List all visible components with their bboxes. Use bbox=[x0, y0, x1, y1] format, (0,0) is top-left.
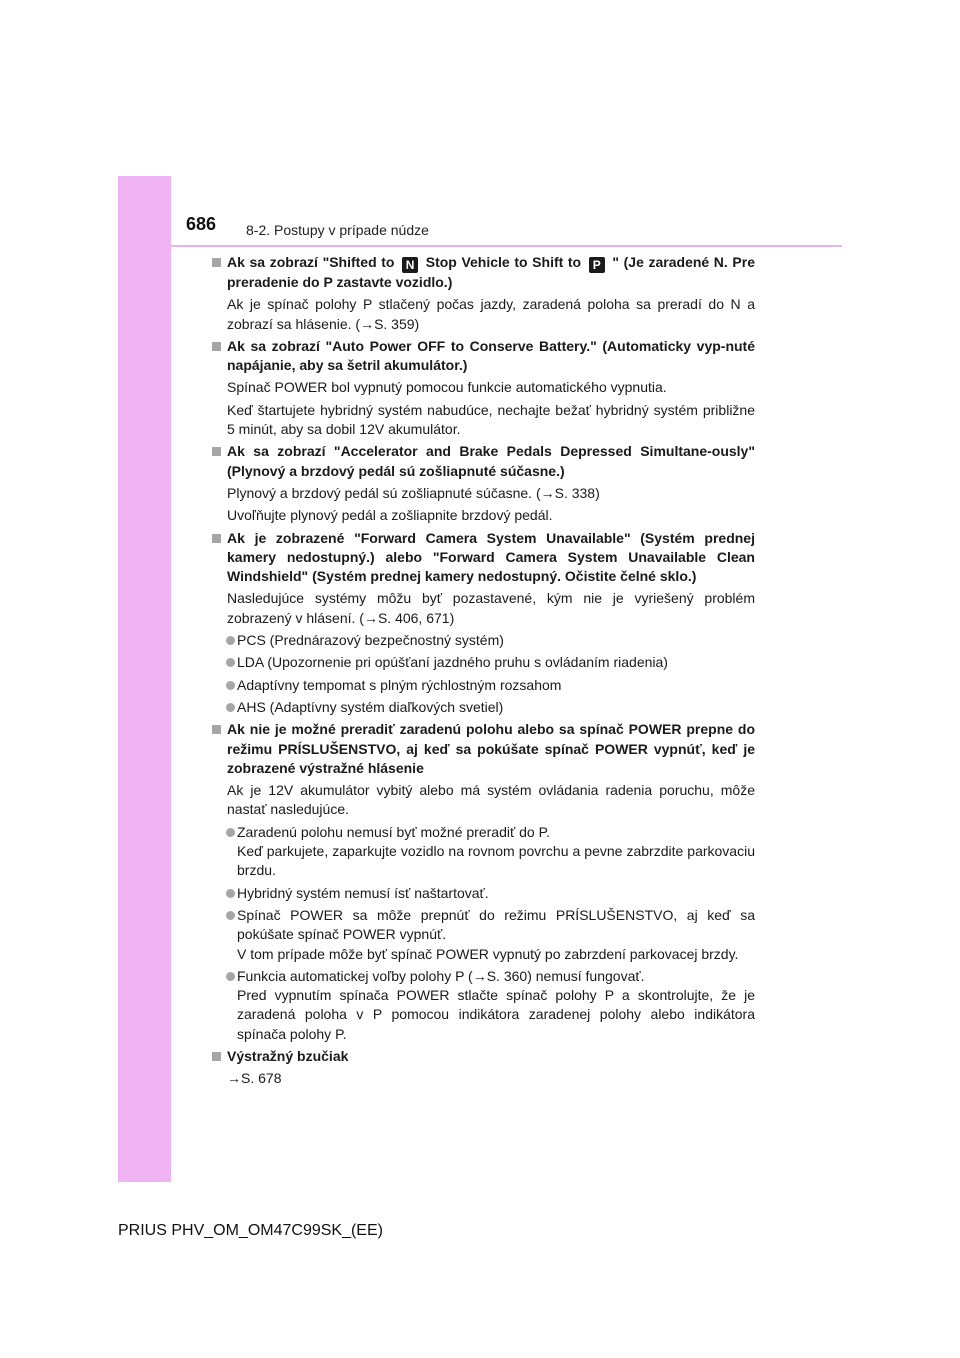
item-text: Nasledujúce systémy môžu byť pozastavené, kým nie je vyriešený problém zobrazený v hlásení. (→S. 406, 671) bbox=[227, 590, 755, 626]
item-text: Keď štartujete hybridný systém nabudúce, nechajte bežať hybridný systém približne 5 minút, aby sa dobil 12V akumulátor. bbox=[227, 401, 755, 438]
round-bullet-icon bbox=[226, 658, 235, 667]
bullet-item: Spínač POWER sa môže prepnúť do režimu PRÍSLUŠENSTVO, aj keď sa pokúšate spínač POWER vypnúť. V tom prípade môže byť spínač POWER vypnutý po zabrzdení parkovacej brzdy. bbox=[210, 906, 755, 964]
square-bullet-icon bbox=[212, 534, 221, 543]
round-bullet-icon bbox=[226, 636, 235, 645]
shift-n-icon: N bbox=[402, 257, 418, 273]
item-text: Ak je 12V akumulátor vybitý alebo má systém ovládania radenia poruchu, môže nastať nasledujúce. bbox=[227, 782, 755, 818]
item-text: Uvoľňujte plynový pedál a zošliapnite brzdový pedál. bbox=[227, 507, 553, 524]
square-bullet-icon bbox=[212, 258, 221, 267]
item-shift-message bbox=[210, 253, 755, 334]
item-heading: Ak sa zobrazí "Accelerator and Brake Pedals Depressed Simultane-ously" (Plynový a brzdový pedál sú zošliapnuté súčasne.) bbox=[210, 442, 755, 481]
round-bullet-icon bbox=[226, 889, 235, 898]
section-title: 8-2. Postupy v prípade núdze bbox=[246, 222, 429, 238]
item-warning-buzzer bbox=[210, 1047, 755, 1089]
bullet-item: Hybridný systém nemusí ísť naštartovať. bbox=[210, 884, 755, 903]
bullet-item: AHS (Adaptívny systém diaľkových svetiel) bbox=[210, 698, 755, 717]
item-text: Spínač POWER bol vypnutý pomocou funkcie automatického vypnutia. bbox=[227, 379, 667, 396]
item-text: Plynový a brzdový pedál sú zošliapnuté súčasne. (→S. 338) bbox=[227, 484, 600, 501]
bullet-item: LDA (Upozornenie pri opúšťaní jazdného pruhu s ovládaním riadenia) bbox=[210, 653, 755, 672]
item-text: Ak je spínač polohy P stlačený počas jazdy, zaradená poloha sa preradí do N a zobrazí sa hlásenie. (→S. 359) bbox=[227, 296, 755, 332]
item-forward-camera bbox=[210, 529, 755, 718]
square-bullet-icon bbox=[212, 725, 221, 734]
shift-p-icon: P bbox=[589, 257, 605, 273]
square-bullet-icon bbox=[212, 447, 221, 456]
item-auto-power-off bbox=[210, 337, 755, 439]
item-shift-failure bbox=[210, 720, 755, 1044]
item-heading: Ak sa zobrazí "Shifted to N Stop Vehicle to Shift to P " (Je zaradené N. Pre preradenie do P zastavte vozidlo.) bbox=[210, 253, 755, 292]
page-number: 686 bbox=[186, 214, 217, 234]
round-bullet-icon bbox=[226, 972, 235, 981]
round-bullet-icon bbox=[226, 911, 235, 920]
item-heading: Ak nie je možné preradiť zaradenú polohu alebo sa spínač POWER prepne do režimu PRÍSLUŠENSTVO, aj keď sa pokúšate spínač POWER vypnúť, keď je zobrazené výstražné hlásenie bbox=[210, 720, 755, 778]
item-heading: Ak je zobrazené "Forward Camera System Unavailable" (Systém prednej kamery nedostupný.) alebo "Forward Camera System Unavailable Clean Windshield" (Systém prednej kamery nedostupný. Očistite čelné sklo.) bbox=[210, 529, 755, 587]
bullet-item: Funkcia automatickej voľby polohy P (→S. 360) nemusí fungovať. Pred vypnutím spínača POWER stlačte spínač polohy P a skontrolujte, že je zaradená poloha v P pomocou indikátora zaradenej polohy alebo indikátora spínača polohy P. bbox=[210, 967, 755, 1044]
page-content bbox=[210, 253, 755, 1092]
item-heading: Výstražný bzučiak bbox=[210, 1047, 755, 1066]
round-bullet-icon bbox=[226, 681, 235, 690]
square-bullet-icon bbox=[212, 342, 221, 351]
item-text: →S. 678 bbox=[227, 1070, 282, 1087]
round-bullet-icon bbox=[226, 828, 235, 837]
bullet-item: Zaradenú polohu nemusí byť možné preradiť do P. Keď parkujete, zaparkujte vozidlo na rovnom povrchu a pevne zabrzdite parkovaciu brzdu. bbox=[210, 823, 755, 881]
header-rule bbox=[171, 245, 842, 247]
chapter-sidebar bbox=[118, 176, 171, 1182]
document-code: PRIUS PHV_OM_OM47C99SK_(EE) bbox=[118, 1222, 383, 1239]
item-pedals-depressed bbox=[210, 442, 755, 525]
round-bullet-icon bbox=[226, 703, 235, 712]
item-heading: Ak sa zobrazí "Auto Power OFF to Conserve Battery." (Automaticky vyp-nuté napájanie, aby sa šetril akumulátor.) bbox=[210, 337, 755, 376]
bullet-item: PCS (Prednárazový bezpečnostný systém) bbox=[210, 631, 755, 650]
square-bullet-icon bbox=[212, 1052, 221, 1061]
bullet-item: Adaptívny tempomat s plným rýchlostným rozsahom bbox=[210, 676, 755, 695]
